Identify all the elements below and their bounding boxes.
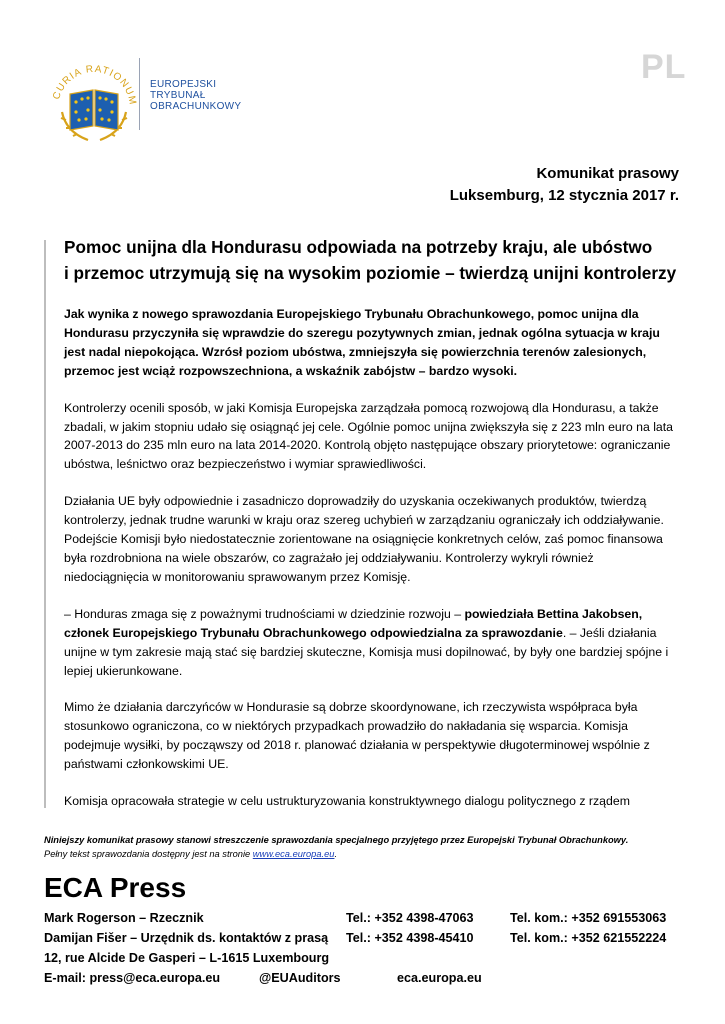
eca-emblem-icon [44, 50, 144, 150]
headline-line: Pomoc unijna dla Hondurasu odpowiada na potrzeby kraju, ale ubóstwo [64, 237, 653, 257]
contact-mobile: Tel. kom.: +352 691553063 [510, 911, 667, 925]
contact-tel: Tel.: +352 4398-47063 [346, 911, 474, 925]
org-name [150, 79, 241, 112]
twitter-handle: @EUAuditors [259, 971, 341, 985]
quote-attribution: powiedziała Bettina Jakobsen, członek Europejskiego Trybunału Obrachunkowego odpowiedzialna za sprawozdanie [64, 606, 643, 640]
paragraph: Mimo że działania darczyńców w Hondurasie są dobrze skoordynowane, ich rzeczywista współpraca była stosunkowo ograniczona, co w niektórych przypadkach prowadziło do nakładania się wsparcia. Komisja podejmuje wysiłki, by począwszy od 2018 r. planować działania w perspektywie długoterminowej wspólnie z państwami członkowskimi UE. [64, 700, 650, 772]
eca-website-link[interactable]: www.eca.europa.eu [252, 849, 335, 859]
place-date: Luksemburg, 12 stycznia 2017 r. [449, 187, 679, 204]
contact-name: Mark Rogerson – Rzecznik [44, 911, 204, 925]
article-body [64, 234, 678, 829]
footer-note-line [44, 847, 628, 861]
headline-line: i przemoc utrzymują się na wysokim poziomie – twierdzą unijni kontrolerzy [64, 263, 677, 283]
org-name-line: TRYBUNAŁ [150, 90, 206, 101]
logo-divider [139, 58, 140, 130]
paragraph: Komisja opracowała strategie w celu ustrukturyzowania konstruktywnego dialogu politycznego z rządem [64, 794, 630, 809]
footer-note [44, 833, 628, 861]
footer-note-suffix: . [334, 849, 338, 859]
press-header [450, 163, 679, 207]
eca-press-title: ECA Press [44, 872, 187, 903]
contact-mobile: Tel. kom.: +352 621552224 [510, 931, 667, 945]
headline [64, 234, 678, 286]
address: 12, rue Alcide De Gasperi – L-1615 Luxembourg [44, 951, 330, 965]
language-code: PL [641, 48, 687, 86]
quote-text: – Honduras zmaga się z poważnymi trudnościami w dziedzinie rozwoju – [64, 606, 465, 621]
contact-tel: Tel.: +352 4398-45410 [346, 931, 474, 945]
logo-ring-text: CURIA RATIONUM [51, 63, 139, 107]
content-rule [44, 240, 46, 808]
quote-paragraph [64, 605, 678, 681]
paragraph: Działania UE były odpowiednie i zasadniczo doprowadziły do uzyskania oczekiwanych produktów, twierdzą kontrolerzy, jednak trudne warunki w kraju oraz szereg uchybień w zarządzaniu ograniczały ich oddziaływanie. Podejście Komisji było niedostatecznie zorientowane na osiągnięcie konkretnych celów, zaś pomoc finansowa była rozdrobniona na wiele obszarów, co zagrażało jej oddziaływaniu. Kontrolerzy wykryli również niedociągnięcia w monitorowaniu sprawowanym przez Komisję. [64, 494, 664, 584]
contact-email: E-mail: press@eca.europa.eu [44, 971, 221, 985]
eca-logo [44, 50, 144, 150]
paragraph: Kontrolerzy ocenili sposób, w jaki Komisja Europejska zarządzała pomocą rozwojową dla Hondurasu, a także zbadali, w jakim stopniu udało się osiągnąć jej cele. Ogólnie pomoc unijna zwiększyła się z 223 mln euro na lata 2007-2013 do 235 mln euro na lata 2014-2020. Kontrolą objęto następujące obszary priorytetowe: ograniczanie ubóstwa, leśnictwo oraz bezpieczeństwo i wymiar sprawiedliwości. [64, 400, 674, 472]
footer-note-prefix: Pełny tekst sprawozdania dostępny jest na stronie [44, 849, 253, 859]
press-label: Komunikat prasowy [536, 165, 679, 182]
org-name-line: EUROPEJSKI [150, 79, 217, 90]
contact-name: Damijan Fišer – Urzędnik ds. kontaktów z prasą [44, 931, 329, 945]
lead-paragraph: Jak wynika z nowego sprawozdania Europejskiego Trybunału Obrachunkowego, pomoc unijna dla Hondurasu przyczyniła się wprawdzie do szeregu pozytywnych zmian, jednak ogólna sytuacja w kraju jest nadal niepokojąca. Wzrósł poziom ubóstwa, zmniejszyła się powierzchnia terenów zalesionych, przemoc jest wciąż rozpowszechniona, a wskaźnik zabójstw – bardzo wysoki. [64, 307, 660, 378]
website: eca.europa.eu [397, 971, 482, 985]
org-name-line: OBRACHUNKOWY [150, 101, 242, 112]
quote-text: . – Jeśli działania unijne w tym zakresie mają stać się bardziej skuteczne, Komisja musi dopilnować, by były one bardziej spójne i lepiej ukierunkowane. [64, 625, 669, 678]
footer-note-line: Niniejszy komunikat prasowy stanowi streszczenie sprawozdania specjalnego przyjętego przez Europejski Trybunał Obrachunkowy. [44, 835, 629, 845]
